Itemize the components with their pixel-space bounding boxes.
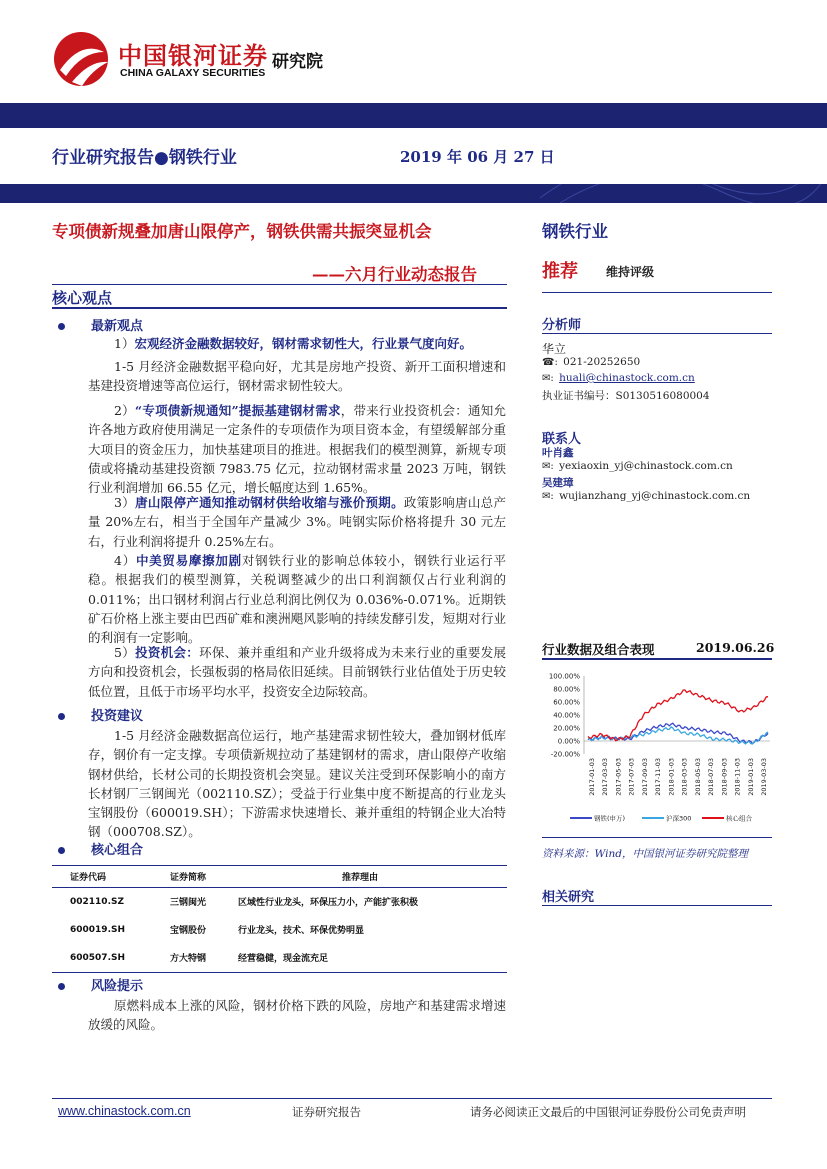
report-title: 专项债新规叠加唐山限停产，钢铁供需共振突显机会 bbox=[52, 222, 432, 241]
contact-1-email-line[interactable] bbox=[542, 460, 733, 472]
table-cell: 宝钢股份 bbox=[170, 926, 207, 936]
y-tick-label: 0.00% bbox=[557, 737, 580, 746]
divider bbox=[542, 292, 772, 293]
x-tick-label: 2017-01-03 bbox=[588, 758, 596, 796]
table-row bbox=[52, 944, 507, 973]
investment-advice-heading: 投资建议 bbox=[58, 705, 143, 724]
footer-website-link[interactable]: www.chinastock.com.cn bbox=[58, 1104, 191, 1118]
table-header: 推荐理由 bbox=[238, 866, 507, 888]
divider bbox=[52, 307, 507, 309]
report-date: 2019 年 06 月 27 日 bbox=[400, 148, 555, 166]
y-tick-label: 20.00% bbox=[553, 724, 580, 733]
paragraph-3: 3）唐山限停产通知推动钢材供给收缩与涨价预期。政策影响唐山总产量 20%左右，相当于全国年产量减少 3%。吨钢实际价格将提升 30 元左右，行业利润将提升 0.25%左右。 bbox=[88, 495, 506, 549]
legend-label: 钢铁(申万) bbox=[594, 814, 626, 823]
performance-chart bbox=[542, 668, 774, 833]
contact-2-email-line[interactable] bbox=[542, 490, 750, 502]
risk-heading: 风险提示 bbox=[58, 975, 143, 994]
series-line-1 bbox=[588, 727, 768, 744]
mail-icon: ✉: bbox=[542, 461, 554, 472]
x-tick-label: 2018-01-03 bbox=[667, 758, 676, 796]
table-header: 证券代码 bbox=[52, 866, 170, 888]
y-tick-label: 60.00% bbox=[553, 698, 580, 707]
brand-name-en: CHINA GALAXY SECURITIES bbox=[120, 67, 266, 79]
chart-date: 2019.06.26 bbox=[696, 640, 775, 655]
table-row bbox=[52, 888, 507, 917]
x-tick-label: 2018-03-03 bbox=[680, 758, 689, 796]
latest-view-heading: 最新观点 bbox=[58, 315, 143, 334]
x-tick-label: 2017-09-03 bbox=[640, 758, 649, 796]
divider bbox=[542, 333, 772, 334]
chart-title: 行业数据及组合表现 bbox=[542, 642, 655, 657]
table-row bbox=[52, 916, 507, 944]
bullet-icon bbox=[58, 713, 65, 720]
bullet-icon bbox=[58, 323, 65, 330]
divider bbox=[542, 905, 772, 906]
rating-note: 维持评级 bbox=[606, 265, 655, 279]
mail-icon: ✉: bbox=[542, 373, 554, 384]
chart-source: 资料来源：Wind，中国银河证券研究院整理 bbox=[542, 848, 748, 860]
contact-1-name: 叶肖鑫 bbox=[542, 447, 574, 459]
y-tick-label: 100.00% bbox=[548, 672, 580, 681]
table-cell: 区域性行业龙头，环保压力小，产能扩张积极 bbox=[238, 898, 419, 908]
brand-name-cn: 中国银河证券 bbox=[118, 42, 268, 70]
analyst-email-link[interactable]: huali@chinastock.com.cn bbox=[559, 372, 695, 384]
analyst-email-line[interactable] bbox=[542, 372, 695, 384]
legend-label: 沪深300 bbox=[666, 814, 692, 823]
risk-text: 原燃料成本上涨的风险，钢材价格下跌的风险，房地产和基建需求增速放缓的风险。 bbox=[88, 998, 506, 1033]
investment-advice-text: 1-5 月经济金融数据高位运行，地产基建需求韧性较大，叠加钢材低库存，钢价有一定支撑。专项债新规拉动了基建钢材的需求，唐山限停产收缩钢材供给，长材公司的长期投资机会突显。建议关注受到环保影响小的南方长材钢厂三钢闽光（002110.SZ）；受益于行业集中度不断提高的行业龙头宝钢股份（600019.SH）；下游需求快速增长、兼并重组的特钢企业大冶特钢（000708.SZ）。 bbox=[88, 728, 506, 840]
footer-doc-type: 证券研究报告 bbox=[292, 1105, 361, 1119]
x-tick-label: 2017-07-03 bbox=[627, 758, 636, 796]
series-line-2 bbox=[588, 690, 768, 741]
mail-icon: ✉: bbox=[542, 491, 554, 502]
legend-label: 核心组合 bbox=[726, 814, 752, 823]
table-header-row bbox=[52, 866, 507, 888]
table-cell: 行业龙头，技术、环保优势明显 bbox=[238, 926, 365, 936]
contact-2-name: 吴建璋 bbox=[542, 477, 574, 489]
x-tick-label: 2017-05-03 bbox=[614, 758, 623, 796]
related-research-title: 相关研究 bbox=[542, 890, 595, 905]
report-subtitle: ——六月行业动态报告 bbox=[312, 265, 477, 284]
analyst-section-title: 分析师 bbox=[542, 318, 582, 333]
table-cell: 600507.SH bbox=[52, 944, 170, 973]
sidebar-industry: 钢铁行业 bbox=[542, 222, 608, 241]
footer-disclaimer: 请务必阅读正文最后的中国银河证券股份公司免责声明 bbox=[470, 1105, 746, 1119]
institute-name: 研究院 bbox=[272, 52, 323, 72]
x-tick-label: 2018-09-03 bbox=[720, 758, 729, 796]
x-tick-label: 2018-07-03 bbox=[707, 758, 716, 796]
table-cell: 经营稳健，现金流充足 bbox=[238, 944, 507, 973]
divider bbox=[542, 658, 772, 660]
y-tick-label: 40.00% bbox=[553, 711, 580, 720]
analyst-phone-line: ☎: 021-20252650 bbox=[542, 356, 641, 368]
report-category: 行业研究报告●钢铁行业 bbox=[52, 148, 237, 168]
core-portfolio-heading: 核心组合 bbox=[58, 839, 143, 858]
table-header: 证券简称 bbox=[170, 866, 238, 888]
y-tick-label: 80.00% bbox=[553, 685, 580, 694]
paragraph-5: 5）投资机会：环保、兼并重组和产业升级将成为未来行业的重要发展方向和投资机会，长强板弱的格局依旧延续。目前钢铁行业估值处于历史较低位置，且低于市场平均水平，投资安全边际较高。 bbox=[88, 645, 506, 699]
core-portfolio-table bbox=[52, 865, 507, 973]
x-tick-label: 2017-03-03 bbox=[601, 758, 610, 796]
bullet-icon bbox=[58, 847, 65, 854]
table-cell: 002110.SZ bbox=[70, 896, 124, 907]
phone-icon: ☎: bbox=[542, 357, 558, 368]
divider bbox=[542, 837, 772, 838]
contact-1-email[interactable]: yexiaoxin_yj@chinastock.com.cn bbox=[559, 460, 733, 472]
bullet-icon bbox=[58, 983, 65, 990]
table-cell: 方大特钢 bbox=[170, 944, 238, 973]
x-tick-label: 2017-11-03 bbox=[654, 758, 663, 796]
contacts-section-title: 联系人 bbox=[542, 432, 582, 447]
divider bbox=[52, 284, 507, 285]
table-cell: 600019.SH bbox=[70, 924, 126, 935]
contact-2-email[interactable]: wujianzhang_yj@chinastock.com.cn bbox=[559, 490, 751, 502]
paragraph-1-body: 1-5 月经济金融数据平稳向好，尤其是房地产投资、新开工面积增速和基建投资增速等高位运行，钢材需求韧性较大。 bbox=[88, 359, 506, 394]
y-tick-label: -20.00% bbox=[550, 750, 580, 759]
company-logo-icon bbox=[52, 30, 110, 88]
x-tick-label: 2018-05-03 bbox=[693, 758, 702, 796]
rating-label: 推荐 bbox=[542, 261, 578, 282]
x-tick-label: 2019-03-03 bbox=[760, 758, 768, 796]
footer-divider bbox=[52, 1098, 772, 1099]
analyst-cert: 执业证书编号：S0130516080004 bbox=[542, 390, 710, 402]
paragraph-2: 2）“专项债新规通知”提振基建钢材需求，带来行业投资机会：通知允许各地方政府使用满足一定条件的专项债作为项目资本金，有望缓解部分重大项目的资金压力，加快基建项目的推进。根据我们的模型测算，新规专项债或将撬动基建投资额 7983.75 亿元，拉动钢材需求量 2023 万吨，钢铁行业利润增加 66.55 亿元，增长幅度达到 1.65%。 bbox=[88, 403, 506, 496]
paragraph-4: 4）中美贸易摩擦加剧对钢铁行业的影响总体较小，钢铁行业运行平稳。根据我们的模型测算，关税调整减少的出口利润额仅占行业利润的 0.011%；出口钢材利润占行业总利润比例仅为 0.036%-0.071%。近期铁矿石价格上涨主要由巴西矿难和澳洲飓风影响的持续发酵引发，短期对行业的利润有一定影响。 bbox=[88, 553, 506, 646]
x-tick-label: 2018-11-03 bbox=[733, 758, 742, 796]
core-view-title: 核心观点 bbox=[52, 289, 113, 307]
paragraph-1: 1）宏观经济金融数据较好，钢材需求韧性大，行业景气度向好。 bbox=[114, 336, 472, 351]
table-cell: 三钢闽光 bbox=[170, 898, 207, 908]
x-tick-label: 2019-01-03 bbox=[746, 758, 755, 796]
analyst-name: 华立 bbox=[542, 342, 567, 356]
